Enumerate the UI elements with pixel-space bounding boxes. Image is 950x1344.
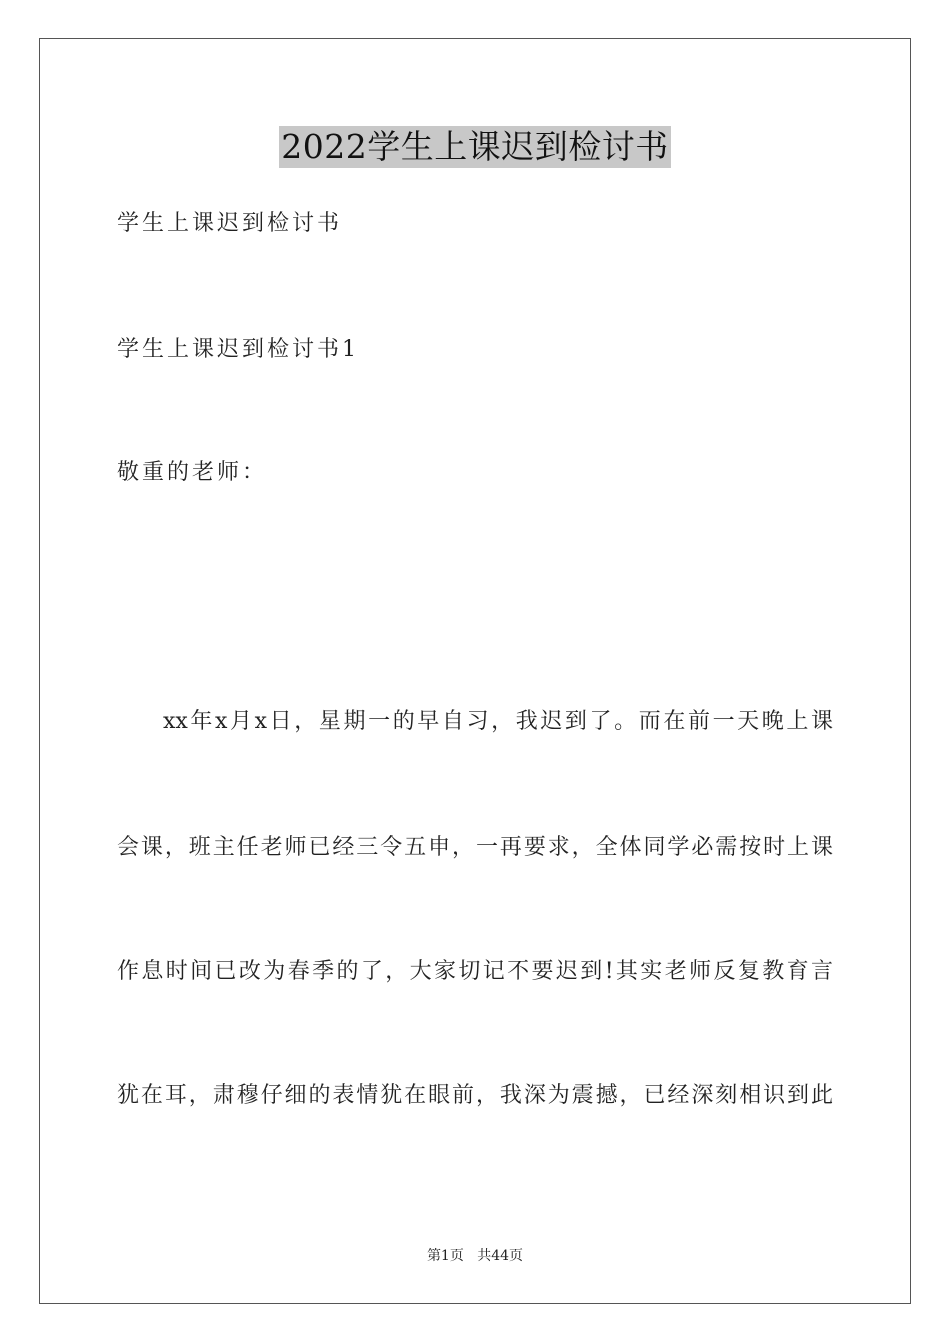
paragraph-line: 作息时间已改为春季的了，大家切记不要迟到!其实老师反复教育言 [117, 959, 833, 984]
title-container [0, 126, 950, 168]
paragraph-line: 犹在耳，肃穆仔细的表情犹在眼前，我深为震撼，已经深刻相识到此 [117, 1083, 833, 1108]
document-subtitle: 学生上课迟到检讨书 [117, 211, 343, 236]
document-title: 2022学生上课迟到检讨书 [281, 127, 669, 166]
paragraph-line: 会课，班主任老师已经三令五申，一再要求，全体同学必需按时上课 [117, 835, 833, 860]
page-total: 共44页 [477, 1248, 524, 1264]
paragraph-line: xx年x月x日，星期一的早自习，我迟到了。而在前一天晚上课 [163, 709, 833, 734]
section-heading: 学生上课迟到检讨书1 [117, 337, 359, 362]
page-footer [0, 1246, 950, 1266]
page-number: 第1页 [426, 1248, 464, 1264]
salutation: 敬重的老师： [117, 460, 268, 485]
